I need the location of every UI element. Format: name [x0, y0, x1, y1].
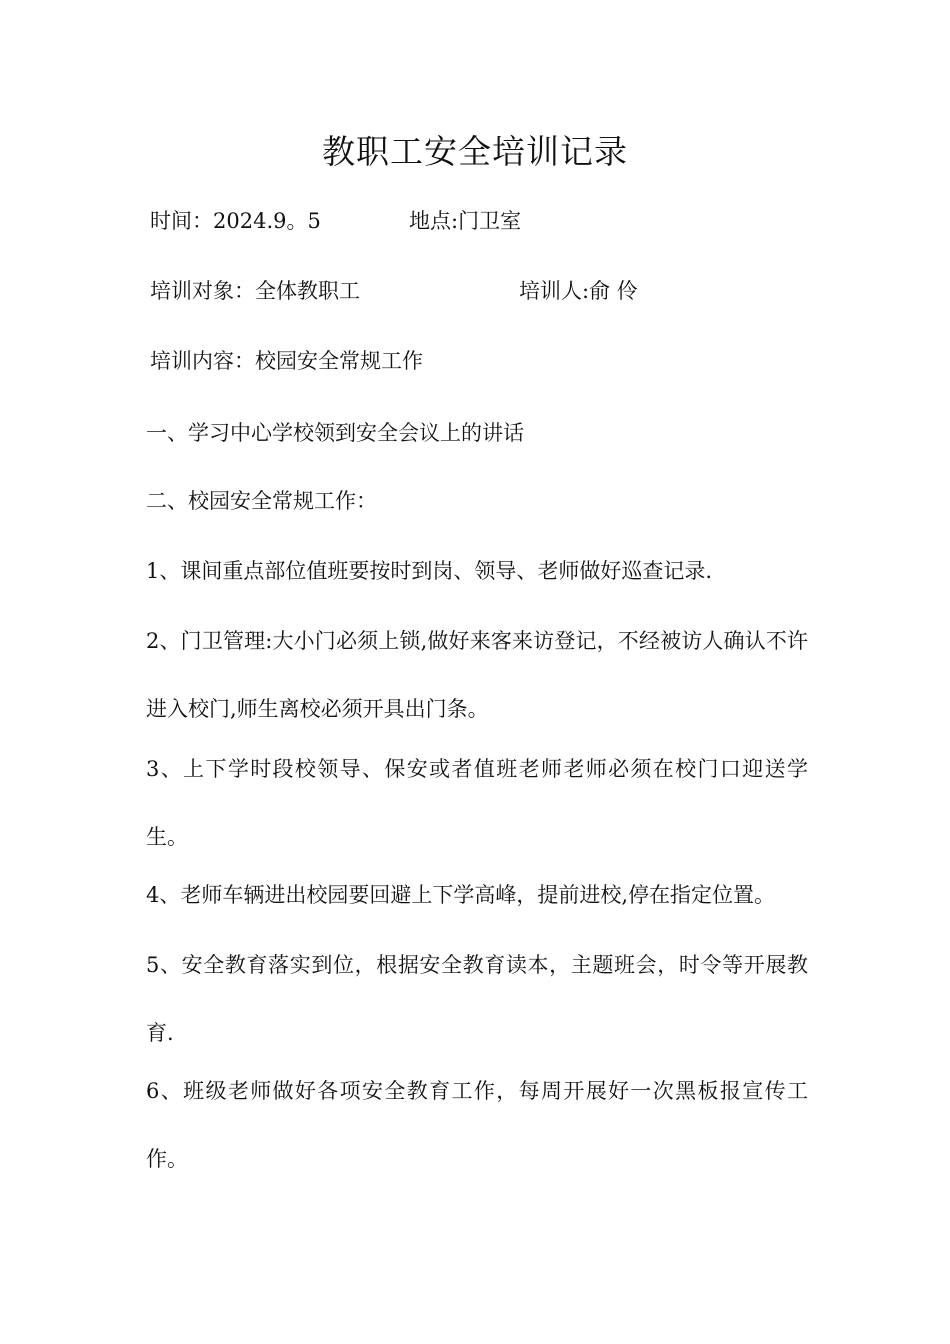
list-item-2: 2、门卫管理:大小门必须上锁,做好来客来访登记，不经被访人确认不许进入校门,师生离校必须开具出门条。 — [146, 629, 808, 721]
list-item-6: 6、班级老师做好各项安全教育工作，每周开展好一次黑板报宣传工作。 — [146, 1079, 808, 1171]
list-item-4: 4、老师车辆进出校园要回避上下学高峰，提前进校,停在指定位置。 — [146, 883, 776, 907]
meta-time: 时间：2024.9。5 — [150, 209, 321, 233]
meta-audience: 培训对象：全体教职工 — [150, 279, 360, 303]
list-item-1: 1、课间重点部位值班要按时到岗、领导、老师做好巡查记录. — [146, 559, 713, 583]
section-heading-2: 二、校园安全常规工作： — [146, 489, 377, 513]
list-item-3: 3、上下学时段校领导、保安或者值班老师老师必须在校门口迎送学生。 — [146, 757, 808, 849]
section-heading-1: 一、学习中心学校领到安全会议上的讲话 — [146, 421, 524, 445]
meta-trainer: 培训人:俞 伶 — [519, 279, 638, 303]
meta-content: 培训内容：校园安全常规工作 — [150, 349, 423, 373]
document-title: 教职工安全培训记录 — [322, 132, 628, 171]
list-item-5: 5、安全教育落实到位，根据安全教育读本，主题班会，时令等开展教育. — [146, 953, 808, 1045]
meta-place: 地点:门卫室 — [409, 209, 522, 233]
